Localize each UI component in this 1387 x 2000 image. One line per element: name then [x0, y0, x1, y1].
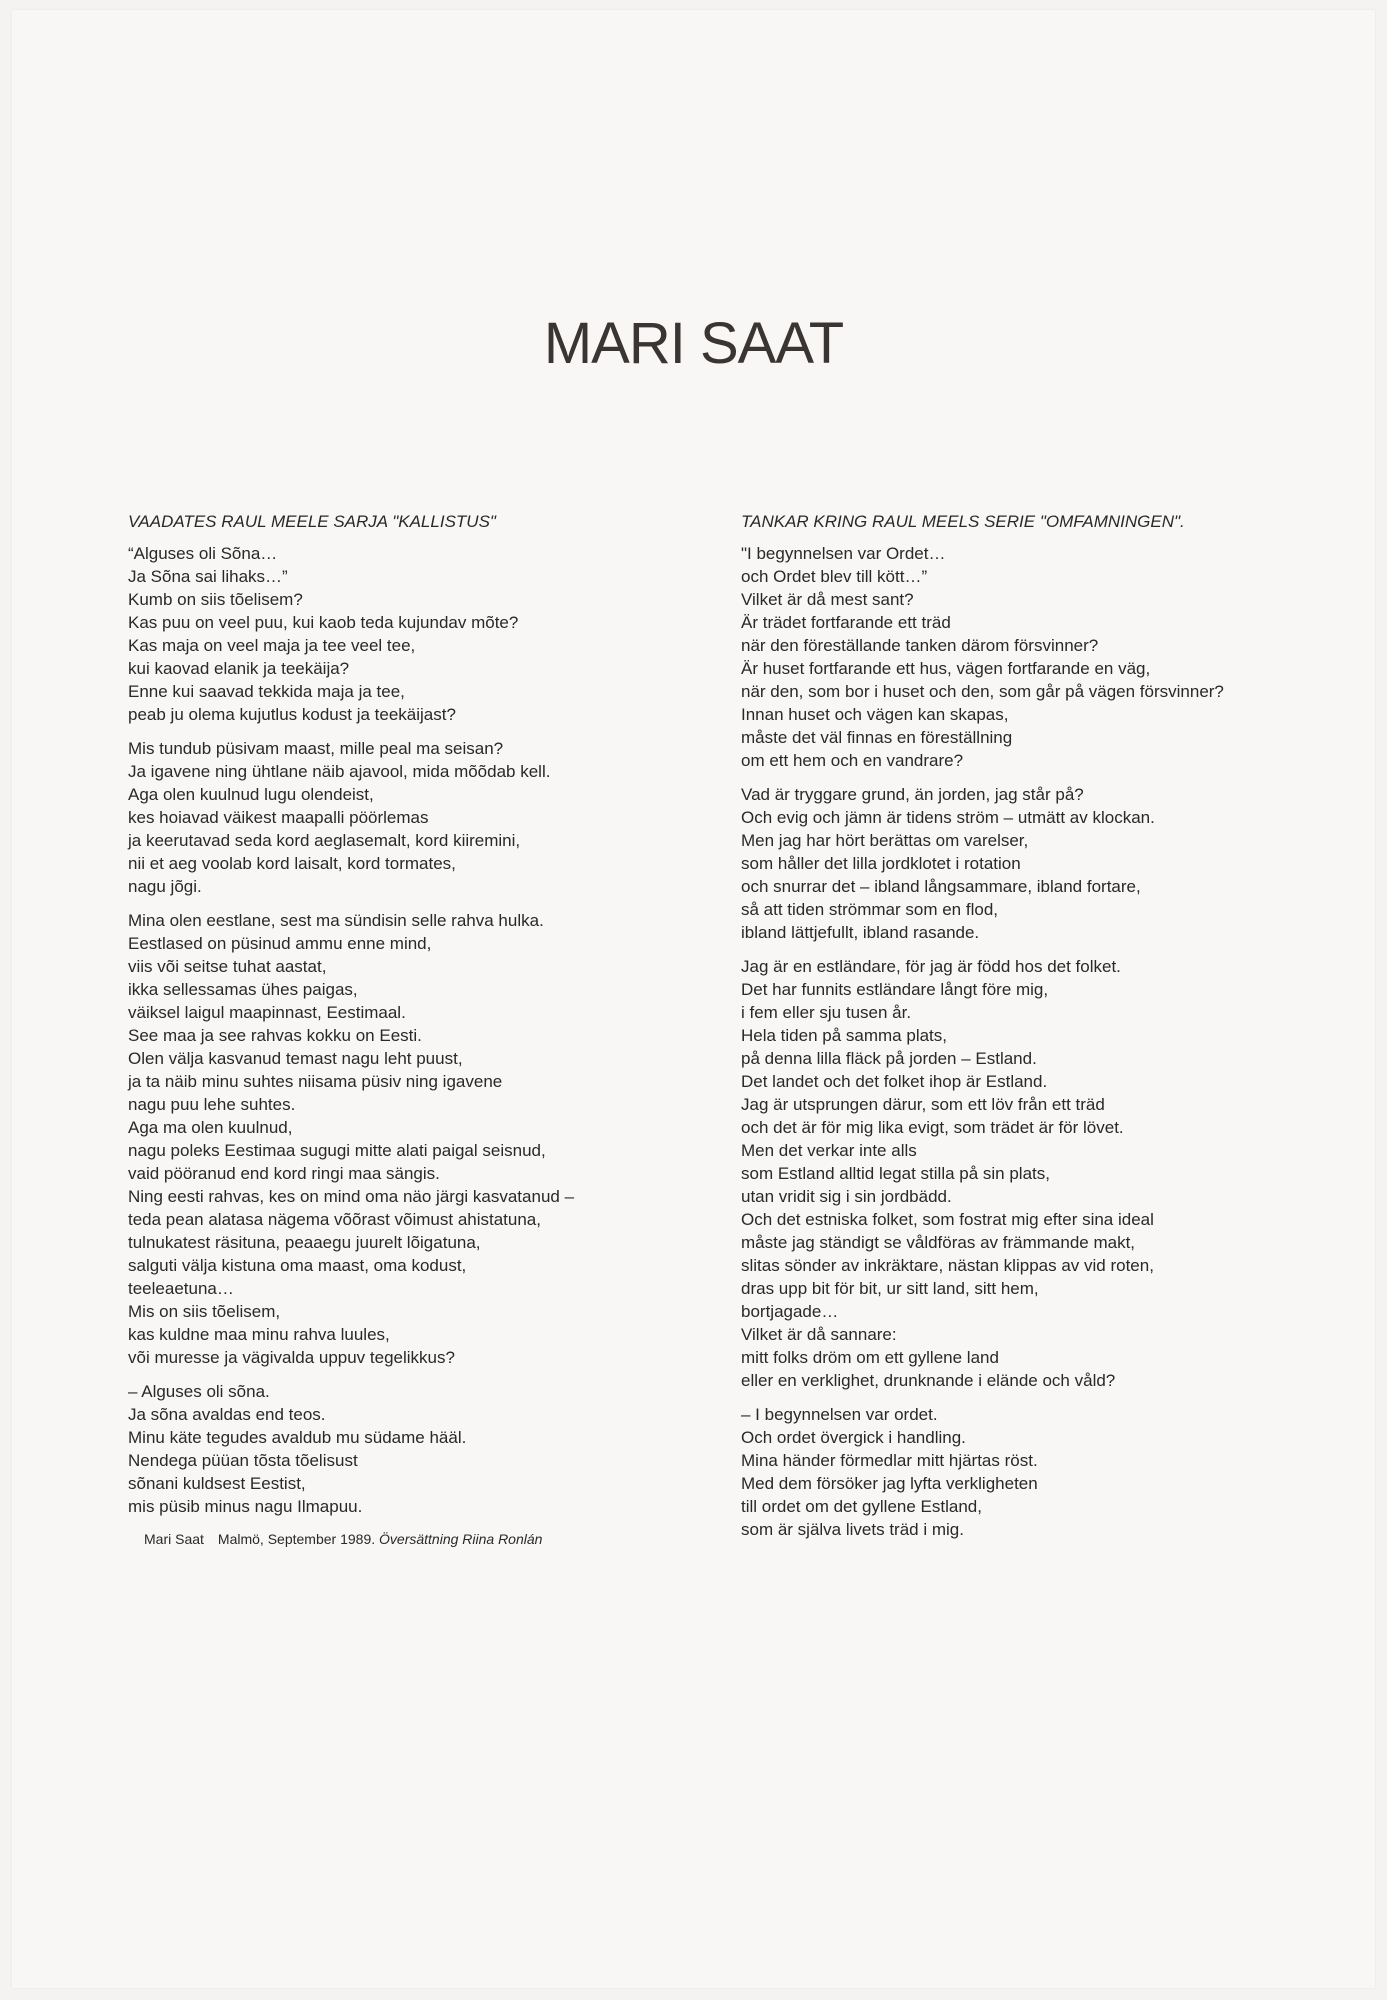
stanza: [128, 909, 668, 1369]
poem-line: Vad är tryggare grund, än jorden, jag står på?: [741, 785, 1084, 804]
poem-line: Är trädet fortfarande ett träd: [741, 613, 951, 632]
poem-line: Kas maja on veel maja ja tee veel tee,: [128, 636, 416, 655]
poem-line: ja ta näib minu suhtes niisama püsiv ning igavene: [128, 1072, 503, 1091]
poem-line: Nendega püüan tõsta tõelisust: [128, 1451, 358, 1470]
poem-line: och snurrar det – ibland långsammare, ibland fortare,: [741, 877, 1141, 896]
poem-line: nagu puu lehe suhtes.: [128, 1095, 296, 1114]
poem-line: nii et aeg voolab kord laisalt, kord tormates,: [128, 854, 456, 873]
colophon-translation: Översättning Riina Ronlán: [379, 1531, 543, 1547]
poem-line: måste jag ständigt se våldföras av främmande makt,: [741, 1233, 1136, 1252]
stanza: [741, 955, 1341, 1392]
stanza: [128, 1380, 668, 1518]
poem-line: “Alguses oli Sõna…: [128, 544, 278, 563]
poem-line: kes hoiavad väikest maapalli pöörlemas: [128, 808, 429, 827]
poem-line: Jag är utsprungen därur, som ett löv från ett träd: [741, 1095, 1105, 1114]
poem-line: och det är för mig lika evigt, som trädet är för lövet.: [741, 1118, 1124, 1137]
poem-line: som Estland alltid legat stilla på sin plats,: [741, 1164, 1050, 1183]
poem-line: vaid pööranud end kord ringi maa sängis.: [128, 1164, 440, 1183]
poem-line: så att tiden strömmar som en flod,: [741, 900, 998, 919]
stanza: [741, 542, 1341, 772]
poem-line: Enne kui saavad tekkida maja ja tee,: [128, 682, 405, 701]
poem-line: på denna lilla fläck på jorden – Estland.: [741, 1049, 1037, 1068]
poem-line: Vilket är då mest sant?: [741, 590, 914, 609]
poem-line: Aga ma olen kuulnud,: [128, 1118, 293, 1137]
poem-line: ikka sellessamas ühes paigas,: [128, 980, 358, 999]
poem-line: – I begynnelsen var ordet.: [741, 1405, 938, 1424]
stanza: [741, 1403, 1341, 1541]
poem-line: om ett hem och en vandrare?: [741, 751, 964, 770]
poem-line: "I begynnelsen var Ordet…: [741, 544, 946, 563]
poem-line: Ja sõna avaldas end teos.: [128, 1405, 326, 1424]
poem-line: Ning eesti rahvas, kes on mind oma näo järgi kasvatanud –: [128, 1187, 575, 1206]
poem-line: kui kaovad elanik ja teekäija?: [128, 659, 350, 678]
poem-line: när den, som bor i huset och den, som går på vägen försvinner?: [741, 682, 1224, 701]
poem-line: Vilket är då sannare:: [741, 1325, 897, 1344]
swedish-poem-heading: TANKAR KRING RAUL MEELS SERIE "OMFAMNINGEN".: [741, 512, 1185, 531]
poem-line: mis püsib minus nagu Ilmapuu.: [128, 1497, 363, 1516]
poem-line: Mis tundub püsivam maast, mille peal ma seisan?: [128, 739, 504, 758]
swedish-poem-column: [741, 510, 1341, 1552]
colophon-place-date: Malmö, September 1989.: [217, 1531, 376, 1547]
poem-line: Och det estniska folket, som fostrat mig efter sina ideal: [741, 1210, 1154, 1229]
poem-line: Ja igavene ning ühtlane näib ajavool, mida mõõdab kell.: [128, 762, 551, 781]
page-title: MARI SAAT: [543, 311, 844, 376]
poem-line: Mina olen eestlane, sest ma sündisin selle rahva hulka.: [128, 911, 544, 930]
poem-line: Olen välja kasvanud temast nagu leht puust,: [128, 1049, 463, 1068]
poem-line: viis või seitse tuhat aastat,: [128, 957, 327, 976]
poem-line: ja keerutavad seda kord aeglasemalt, kord kiiremini,: [128, 831, 521, 850]
poem-line: Mina händer förmedlar mitt hjärtas röst.: [741, 1451, 1038, 1470]
stanza: [128, 737, 668, 898]
poem-line: i fem eller sju tusen år.: [741, 1003, 912, 1022]
stanza: [128, 542, 668, 726]
poem-line: Eestlased on püsinud ammu enne mind,: [128, 934, 432, 953]
poem-line: Hela tiden på samma plats,: [741, 1026, 947, 1045]
poem-line: och Ordet blev till kött…”: [741, 567, 928, 586]
poem-line: dras upp bit för bit, ur sitt land, sitt hem,: [741, 1279, 1039, 1298]
estonian-poem-heading: VAADATES RAUL MEELE SARJA "KALLISTUS": [128, 512, 496, 531]
poem-line: till ordet om det gyllene Estland,: [741, 1497, 982, 1516]
poem-line: ibland lättjefullt, ibland rasande.: [741, 923, 980, 942]
poem-line: või muresse ja vägivalda uppuv tegelikkus?: [128, 1348, 455, 1367]
poem-line: slitas sönder av inkräktare, nästan klippas av vid roten,: [741, 1256, 1154, 1275]
poem-line: Innan huset och vägen kan skapas,: [741, 705, 1009, 724]
poem-line: Men jag har hört berättas om varelser,: [741, 831, 1029, 850]
poem-line: som är själva livets träd i mig.: [741, 1520, 964, 1539]
poem-line: måste det väl finnas en föreställning: [741, 728, 1013, 747]
poem-line: sõnani kuldsest Eestist,: [128, 1474, 306, 1493]
poem-line: som håller det lilla jordklotet i rotation: [741, 854, 1021, 873]
poem-line: Aga olen kuulnud lugu olendeist,: [128, 785, 374, 804]
poem-line: Det landet och det folket ihop är Estland.: [741, 1072, 1048, 1091]
poem-line: Kumb on siis tõelisem?: [128, 590, 303, 609]
poem-line: Jag är en estländare, för jag är född hos det folket.: [741, 957, 1121, 976]
poem-line: teda pean alatasa nägema võõrast võimust ahistatuna,: [128, 1210, 541, 1229]
poem-line: väiksel laigul maapinnast, Eestimaal.: [128, 1003, 406, 1022]
poem-line: teeleaetuna…: [128, 1279, 234, 1298]
poem-line: tulnukatest räsituna, peaaegu juurelt lõigatuna,: [128, 1233, 481, 1252]
poem-line: Och ordet övergick i handling.: [741, 1428, 966, 1447]
poem-line: mitt folks dröm om ett gyllene land: [741, 1348, 999, 1367]
colophon: [128, 1529, 668, 1549]
poem-line: Minu käte tegudes avaldub mu südame hääl.: [128, 1428, 467, 1447]
estonian-poem-column: [128, 510, 668, 1549]
estonian-poem-body: [128, 542, 668, 1518]
poem-line: Men det verkar inte alls: [741, 1141, 917, 1160]
poem-line: bortjagade…: [741, 1302, 839, 1321]
poem-line: nagu jõgi.: [128, 877, 202, 896]
swedish-poem-body: [741, 542, 1341, 1541]
poem-line: See maa ja see rahvas kokku on Eesti.: [128, 1026, 422, 1045]
poem-line: Det har funnits estländare långt före mig,: [741, 980, 1049, 999]
colophon-author: Mari Saat: [144, 1531, 204, 1547]
poem-line: Ja Sõna sai lihaks…”: [128, 567, 288, 586]
poem-line: Mis on siis tõelisem,: [128, 1302, 281, 1321]
poem-line: – Alguses oli sõna.: [128, 1382, 270, 1401]
stanza: [741, 783, 1341, 944]
poem-line: eller en verklighet, drunknande i elände och våld?: [741, 1371, 1116, 1390]
poem-line: Är huset fortfarande ett hus, vägen fortfarande en väg,: [741, 659, 1151, 678]
poem-line: utan vridit sig i sin jordbädd.: [741, 1187, 952, 1206]
poem-line: kas kuldne maa minu rahva luules,: [128, 1325, 390, 1344]
poem-line: nagu poleks Eestimaa sugugi mitte alati paigal seisnud,: [128, 1141, 546, 1160]
poem-line: när den föreställande tanken därom försvinner?: [741, 636, 1099, 655]
poem-line: peab ju olema kujutlus kodust ja teekäijast?: [128, 705, 456, 724]
poem-line: salguti välja kistuna oma maast, oma kodust,: [128, 1256, 467, 1275]
poem-line: Kas puu on veel puu, kui kaob teda kujundav mõte?: [128, 613, 519, 632]
poem-line: Med dem försöker jag lyfta verkligheten: [741, 1474, 1038, 1493]
poem-line: Och evig och jämn är tidens ström – utmätt av klockan.: [741, 808, 1155, 827]
